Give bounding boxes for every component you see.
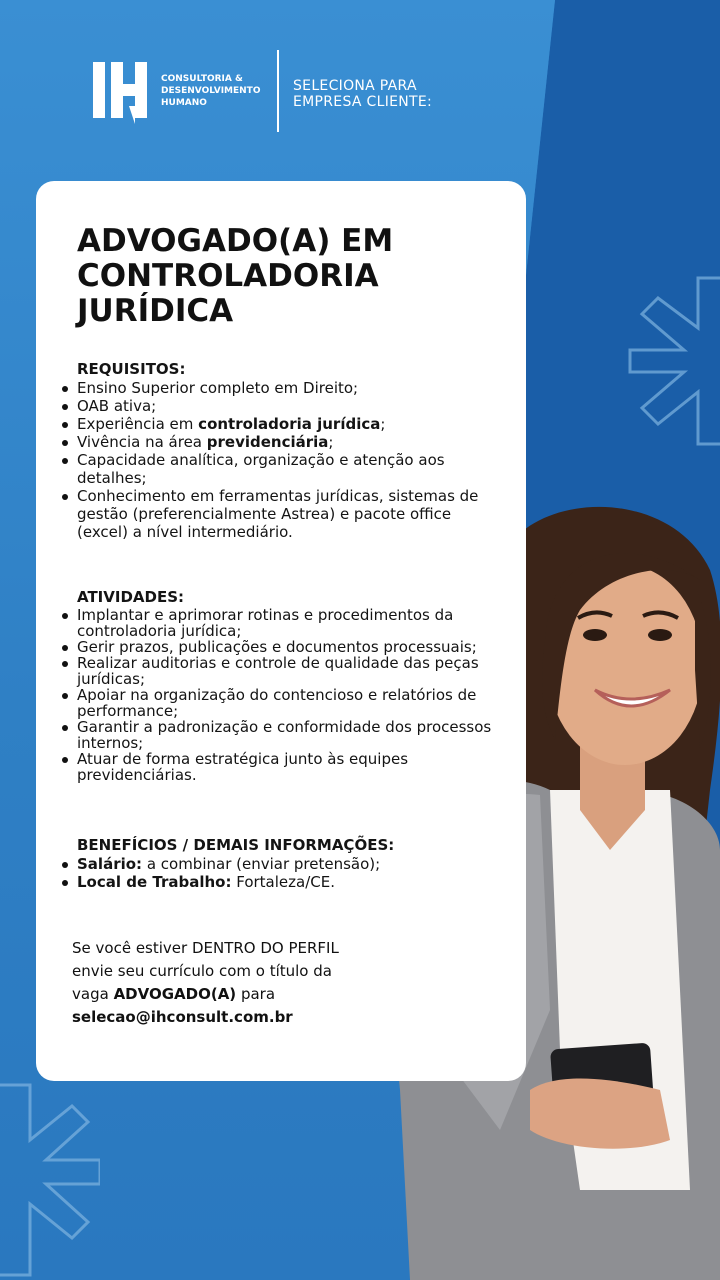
item-text: Ensino Superior completo em Direito;: [77, 379, 359, 397]
cta-line: [72, 983, 412, 1006]
list-item: [60, 487, 500, 541]
cta-bold-text: ADVOGADO(A): [113, 985, 237, 1003]
brand-name-line: DESENVOLVIMENTO: [161, 86, 261, 96]
list-item: [60, 397, 500, 415]
contact-email[interactable]: [72, 1006, 412, 1029]
tagline-line: EMPRESA CLIENTE:: [293, 94, 433, 110]
item-text: ;: [380, 415, 386, 433]
beneficios-list: [60, 855, 500, 891]
list-item: [60, 451, 500, 487]
beneficios-section: [60, 836, 500, 891]
atividades-list: [60, 607, 500, 783]
list-item: [60, 379, 500, 397]
list-item: Implantar e aprimorar rotinas e procedimentos da controladoria jurídica;: [60, 607, 500, 639]
item-text: Experiência em: [77, 415, 199, 433]
list-item: [60, 415, 500, 433]
brand-name: [161, 73, 271, 109]
snowflake-deco-icon: [0, 1080, 100, 1280]
item-bold-text: Local de Trabalho:: [77, 873, 232, 891]
job-title-line: JURÍDICA: [77, 293, 234, 329]
cta-text: vaga: [72, 985, 114, 1003]
list-item: Gerir prazos, publicações e documentos processuais;: [60, 639, 500, 655]
beneficios-heading: BENEFÍCIOS / DEMAIS INFORMAÇÕES:: [77, 836, 395, 854]
list-item: [60, 873, 500, 891]
item-text: ;: [328, 433, 334, 451]
cta-line: envie seu currículo com o título da: [72, 962, 332, 980]
requisitos-list: [60, 379, 500, 541]
item-text: OAB ativa;: [77, 397, 157, 415]
atividades-heading: ATIVIDADES:: [77, 588, 185, 606]
brand-name-line: HUMANO: [161, 98, 207, 108]
snowflake-deco-icon: [628, 268, 720, 452]
list-item: Garantir a padronização e conformidade dos processos internos;: [60, 719, 500, 751]
list-item: Apoiar na organização do contencioso e relatórios de performance;: [60, 687, 500, 719]
item-bold-text: Salário:: [77, 855, 143, 873]
header-divider: [277, 50, 279, 132]
item-text: Conhecimento em ferramentas jurídicas, sistemas de gestão (preferencialmente Astrea) e pacote office (excel) a nível intermediário.: [77, 487, 479, 541]
requisitos-section: [60, 360, 500, 541]
item-bold-text: controladoria jurídica: [198, 415, 381, 433]
job-title-line: CONTROLADORIA: [77, 258, 379, 294]
email-link[interactable]: selecao@ihconsult.com.br: [72, 1008, 293, 1026]
job-title: [77, 224, 477, 329]
item-text: Capacidade analítica, organização e atenção aos detalhes;: [77, 451, 445, 487]
cta-line: Se você estiver DENTRO DO PERFIL: [72, 939, 339, 957]
call-to-action: [72, 937, 412, 1029]
requisitos-heading: REQUISITOS:: [77, 360, 186, 378]
item-text: Vivência na área: [77, 433, 207, 451]
atividades-section: [60, 588, 500, 783]
header-tagline: [293, 78, 493, 110]
list-item: Atuar de forma estratégica junto às equipes previdenciárias.: [60, 751, 500, 783]
cta-text: para: [236, 985, 276, 1003]
item-text: Fortaleza/CE.: [231, 873, 335, 891]
ih-logo-icon: [93, 62, 151, 124]
job-title-line: ADVOGADO(A) EM: [77, 223, 394, 259]
item-bold-text: previdenciária: [206, 433, 329, 451]
list-item: [60, 855, 500, 873]
list-item: [60, 433, 500, 451]
list-item: Realizar auditorias e controle de qualidade das peças jurídicas;: [60, 655, 500, 687]
brand-name-line: CONSULTORIA &: [161, 74, 243, 84]
item-text: a combinar (enviar pretensão);: [142, 855, 381, 873]
tagline-line: SELECIONA PARA: [293, 78, 417, 94]
